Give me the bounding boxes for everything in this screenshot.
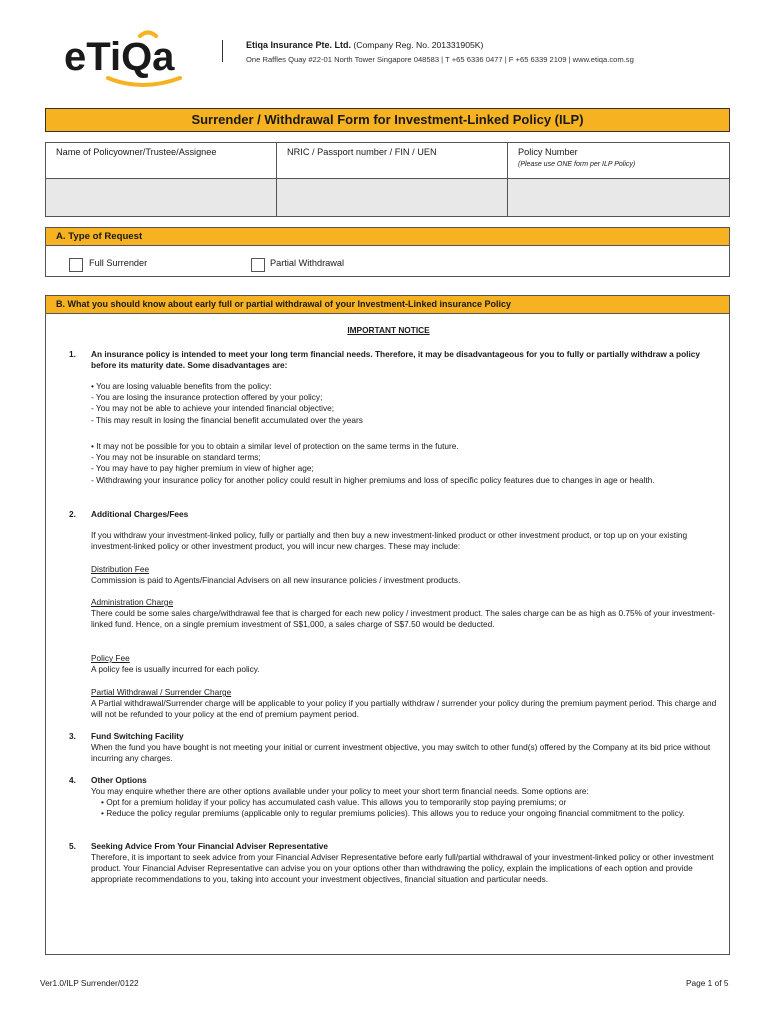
policyowner-table xyxy=(45,142,730,217)
nric-header: NRIC / Passport number / FIN / UEN xyxy=(277,143,508,179)
withdrawal-charge-text: A Partial withdrawal/Surrender charge will be applicable to your policy if you partially withdraw / surrender your policy during the premium payment period. This charge and will not be refunded to your policy at the end of premium payment period. xyxy=(91,698,717,720)
name-header: Name of Policyowner/Trustee/Assignee xyxy=(46,143,277,179)
policy-number-field[interactable] xyxy=(508,179,730,217)
item-2-title: Additional Charges/Fees xyxy=(91,509,189,519)
item-5-title: Seeking Advice From Your Financial Adviser Representative xyxy=(91,841,329,851)
full-surrender-label: Full Surrender xyxy=(89,258,148,268)
section-b xyxy=(45,295,730,955)
section-a-title: A. Type of Request xyxy=(46,228,729,246)
version-label: Ver1.0/ILP Surrender/0122 xyxy=(40,978,139,988)
item-3-text: When the fund you have bought is not meeting your initial or current investment objective, you may switch to other fund(s) offered by the Company at its bid price without incurring any charges. xyxy=(91,742,711,764)
item-2-text: If you withdraw your investment-linked policy, fully or partially and then buy a new investment-linked product or other investment product, or top up on your existing investment-linked policy or other investment product, you will incur new charges. These may include: xyxy=(91,530,688,552)
partial-withdrawal-checkbox[interactable] xyxy=(251,258,265,272)
policy-number-header: Policy Number (Please use ONE form per ILP Policy) xyxy=(508,143,730,179)
name-field[interactable] xyxy=(46,179,277,217)
important-notice: IMPORTANT NOTICE xyxy=(347,325,430,335)
partial-withdrawal-label: Partial Withdrawal xyxy=(270,258,345,268)
item-number: 2. xyxy=(69,509,76,519)
bullet-1: • You are losing valuable benefits from the policy: - You are losing the insurance protection offered by your policy; - You may not be able to achieve your intended financial objective; - This may result in losing the financial benefit accumulated over the years xyxy=(91,381,363,425)
page-number: Page 1 of 5 xyxy=(686,978,729,988)
item-number: 3. xyxy=(69,731,76,741)
bullet-2: • It may not be possible for you to obtain a similar level of protection on the same terms in the future. - You may not be insurable on standard terms; - You may have to pay higher premium in view of higher age; - Withdrawing your insurance policy for another policy could result in higher premiums and loss of specific policy features due to changes in age or health. xyxy=(91,441,655,485)
header-divider xyxy=(222,40,223,62)
form-title: Surrender / Withdrawal Form for Investment-Linked Policy (ILP) xyxy=(45,108,730,132)
policy-fee-heading: Policy Fee xyxy=(91,653,130,663)
item-3-title: Fund Switching Facility xyxy=(91,731,184,741)
admin-charge-heading: Administration Charge xyxy=(91,597,174,607)
company-reg: (Company Reg. No. 201331905K) xyxy=(353,40,484,50)
etiqa-logo xyxy=(62,28,204,92)
item-1-title: An insurance policy is intended to meet your long term financial needs. Therefore, it may be disadvantageous for you to fully or partially withdraw a policy before its maturity date. Some disadvantages are: xyxy=(91,349,701,371)
company-line xyxy=(246,40,483,50)
nric-field[interactable] xyxy=(277,179,508,217)
item-number: 4. xyxy=(69,775,76,785)
admin-charge-text: There could be some sales charge/withdrawal fee that is charged for each new policy / investment product. The sales charge can be as high as 0.75% of your investment-linked fund. Hence, on a single premium investment of S$1,000, a sales charge of S$7.50 would be deducted. xyxy=(91,608,715,630)
item-4-bullets: • Opt for a premium holiday if your policy has accumulated cash value. This allows you to temporarily stop paying premiums; or • Reduce the policy regular premiums (applicable only to regular premiums policies). This allows you to reduce your ongoing financial commitment to the policy. xyxy=(101,797,685,819)
section-a xyxy=(45,227,730,277)
company-address: One Raffles Quay #22-01 North Tower Singapore 048583 | T +65 6336 0477 | F +65 6339 2109 | www.etiqa.com.sg xyxy=(246,55,634,64)
section-b-title: B. What you should know about early full or partial withdrawal of your Investment-Linked insurance Policy xyxy=(46,296,729,314)
policy-fee-text: A policy fee is usually incurred for each policy. xyxy=(91,664,260,674)
company-name: Etiqa Insurance Pte. Ltd. xyxy=(246,40,352,50)
item-5-text: Therefore, it is important to seek advice from your Financial Adviser Representative before early full/partial withdrawal of your investment-linked policy or other investment product. Your Financial Adviser Representative can advise you on your options other than withdrawing the policy, explain the implications of each option and provide appropriate recommendations to you, taking into account your investment objectives, financial situation and particular needs. xyxy=(91,852,714,885)
item-4-title: Other Options xyxy=(91,775,147,785)
policy-hint: (Please use ONE form per ILP Policy) xyxy=(518,161,636,168)
full-surrender-checkbox[interactable] xyxy=(69,258,83,272)
distribution-fee-heading: Distribution Fee xyxy=(91,564,150,574)
withdrawal-charge-heading: Partial Withdrawal / Surrender Charge xyxy=(91,687,232,697)
item-number: 5. xyxy=(69,841,76,851)
item-4-text: You may enquire whether there are other options available under your policy to meet your short term financial needs. Some options are: xyxy=(91,786,589,796)
item-number: 1. xyxy=(69,349,76,359)
distribution-fee-text: Commission is paid to Agents/Financial Advisers on all new insurance policies / investment products. xyxy=(91,575,461,585)
logo-text: eTiQa xyxy=(64,35,175,79)
